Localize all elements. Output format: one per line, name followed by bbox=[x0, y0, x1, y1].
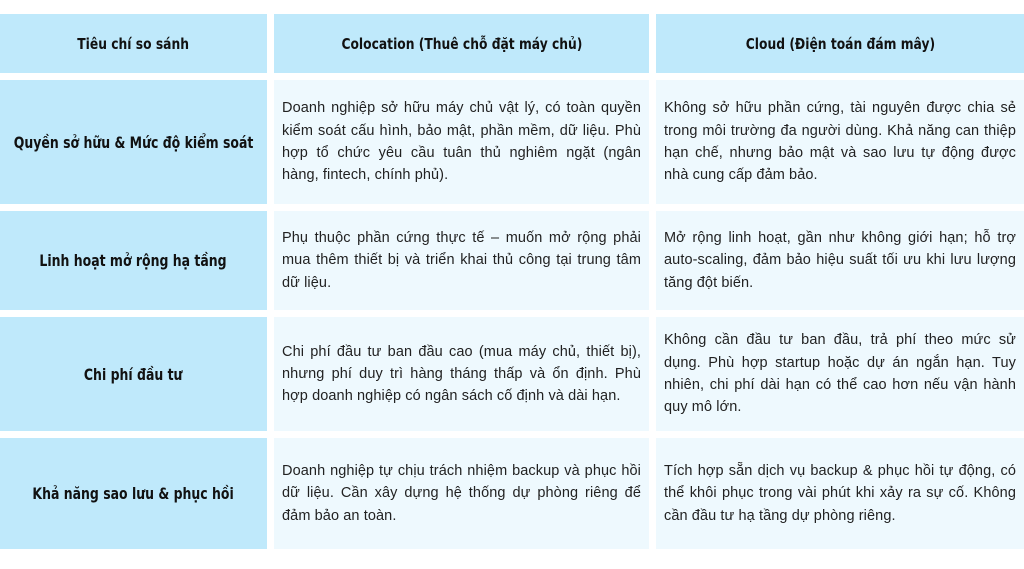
header-cloud-cell bbox=[656, 14, 1024, 73]
row-colocation-cell bbox=[274, 317, 649, 431]
row-colocation-cell bbox=[274, 211, 649, 310]
header-criteria: Tiêu chí so sánh bbox=[77, 34, 190, 53]
row-colocation-text: Phụ thuộc phần cứng thực tế – muốn mở rộng phải mua thêm thiết bị và triển khai thủ công tại trung tâm dữ liệu. bbox=[282, 230, 641, 291]
row-cloud-text: Không sở hữu phần cứng, tài nguyên được chia sẻ trong môi trường đa người dùng. Khả năng can thiệp hạn chế, nhưng bảo mật và sao lưu tự động được nhà cung cấp đảm bảo. bbox=[664, 100, 1016, 184]
row-colocation-text: Chi phí đầu tư ban đầu cao (mua máy chủ, thiết bị), nhưng phí duy trì hàng tháng thấp và ổn định. Phù hợp doanh nghiệp có ngân sách cố định và dài hạn. bbox=[282, 343, 641, 405]
row-criterion-cell bbox=[0, 317, 267, 431]
row-cloud-cell bbox=[656, 317, 1024, 431]
row-criterion: Linh hoạt mở rộng hạ tầng bbox=[39, 251, 228, 270]
row-cloud-cell bbox=[656, 211, 1024, 310]
comparison-table bbox=[0, 14, 1024, 555]
header-criteria-cell bbox=[0, 14, 267, 73]
row-colocation-text: Doanh nghiệp tự chịu trách nhiệm backup và phục hồi dữ liệu. Cần xây dựng hệ thống dự phòng riêng để đảm bảo an toàn. bbox=[282, 463, 641, 524]
row-colocation-cell bbox=[274, 438, 649, 549]
row-cloud-text: Không cần đầu tư ban đầu, trả phí theo mức sử dụng. Phù hợp startup hoặc dự án ngắn hạn. Tuy nhiên, chi phí dài hạn có thể cao hơn nếu vận hành quy mô lớn. bbox=[664, 332, 1016, 416]
row-criterion-cell bbox=[0, 80, 267, 204]
row-criterion-cell bbox=[0, 211, 267, 310]
row-criterion: Khả năng sao lưu & phục hồi bbox=[32, 484, 235, 503]
row-colocation-cell bbox=[274, 80, 649, 204]
row-criterion-cell bbox=[0, 438, 267, 549]
header-colocation: Colocation (Thuê chỗ đặt máy chủ) bbox=[340, 34, 582, 53]
row-criterion: Chi phí đầu tư bbox=[84, 364, 183, 384]
row-cloud-cell bbox=[656, 80, 1024, 204]
row-colocation-text: Doanh nghiệp sở hữu máy chủ vật lý, có toàn quyền kiểm soát cấu hình, bảo mật, phần mềm, dữ liệu. Phù hợp tổ chức yêu cầu tuân thủ nghiêm ngặt (ngân hàng, fintech, chính phủ). bbox=[282, 100, 641, 184]
row-criterion: Quyền sở hữu & Mức độ kiểm soát bbox=[13, 132, 254, 152]
row-cloud-text: Tích hợp sẵn dịch vụ backup & phục hồi tự động, có thể khôi phục trong vài phút khi xảy ra sự cố. Không cần đầu tư hạ tầng dự phòng riêng. bbox=[664, 463, 1016, 524]
row-cloud-cell bbox=[656, 438, 1024, 549]
row-cloud-text: Mở rộng linh hoạt, gần như không giới hạn; hỗ trợ auto-scaling, đảm bảo hiệu suất tối ưu khi lưu lượng tăng đột biến. bbox=[664, 230, 1016, 291]
header-cloud: Cloud (Điện toán đám mây) bbox=[745, 34, 935, 53]
header-colocation-cell bbox=[274, 14, 649, 73]
